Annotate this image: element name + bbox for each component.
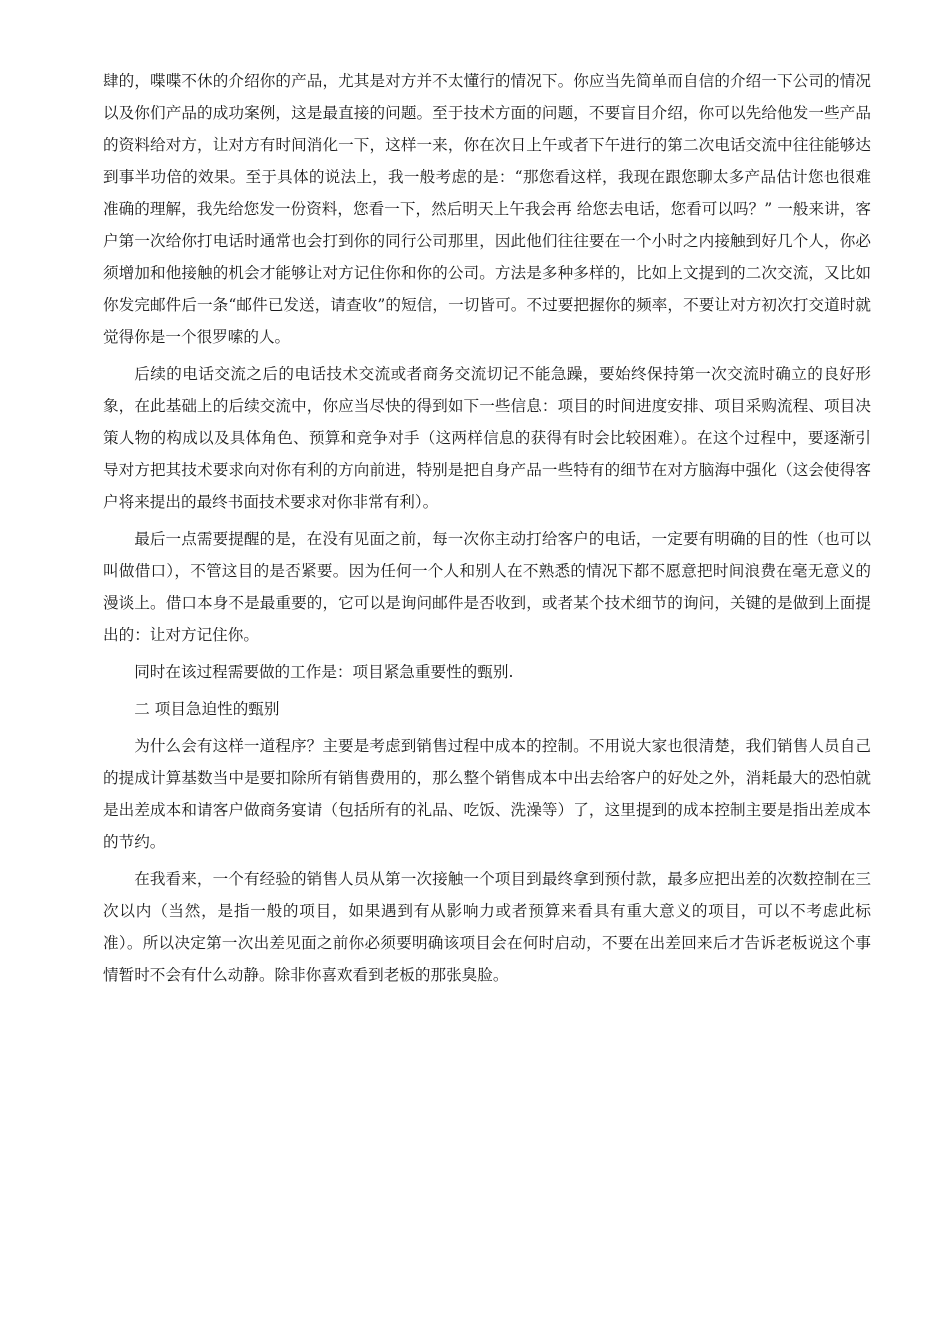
- document-page: [103, 65, 871, 996]
- paragraph-call-purpose: 最后一点需要提醒的是，在没有见面之前，每一次你主动打给客户的电话，一定要有明确的目的性（也可以叫做借口），不管这目的是否紧要。因为任何一个人和别人在不熟悉的情况下都不愿意把时间浪费在毫无意义的漫谈上。借口本身不是最重要的，它可以是询问邮件是否收到，或者某个技术细节的询问，关键的是做到上面提出的：让对方记住你。: [103, 530, 871, 644]
- paragraph-continued: 肆的，喋喋不休的介绍你的产品，尤其是对方并不太懂行的情况下。你应当先简单而自信的介绍一下公司的情况以及你们产品的成功案例，这是最直接的问题。至于技术方面的问题，不要盲目介绍，你可以先给他发一些产品的资料给对方，让对方有时间消化一下，这样一来，你在次日上午或者下午进行的第二次电话交流中往往能够达到事半功倍的效果。至于具体的说法上，我一般考虑的是：“那您看这样，我现在跟您聊太多产品估计您也很难准确的理解，我先给您发一份资料，您看一下，然后明天上午我会再 给您去电话，您看可以吗？” 一般来讲，客户第一次给你打电话时通常也会打到你的同行公司那里，因此他们往往要在一个小时之内接触到好几个人，你必须增加和他接触的机会才能够让对方记住你和你的公司。方法是多种多样的，比如上文提到的二次交流，又比如你发完邮件后一条“邮件已发送，请查收”的短信，一切皆可。不过要把握你的频率，不要让对方初次打交道时就觉得你是一个很罗嗦的人。: [103, 72, 871, 346]
- paragraph-process-work: 同时在该过程需要做的工作是：项目紧急重要性的甄别.: [134, 663, 514, 681]
- paragraph-cost-control: 为什么会有这样一道程序？主要是考虑到销售过程中成本的控制。不用说大家也很清楚，我们销售人员自己的提成计算基数当中是要扣除所有销售费用的，那么整个销售成本中出去给客户的好处之外，消耗最大的恐怕就是出差成本和请客户做商务宴请（包括所有的礼品、吃饭、洗澡等）了，这里提到的成本控制主要是指出差成本的节约。: [103, 737, 871, 851]
- section-heading: 二 项目急迫性的甄别: [134, 700, 280, 718]
- paragraph-follow-up-calls: 后续的电话交流之后的电话技术交流或者商务交流切记不能急躁，要始终保持第一次交流时确立的良好形象，在此基础上的后续交流中，你应当尽快的得到如下一些信息：项目的时间进度安排、项目采购流程、项目决策人物的构成以及具体角色、预算和竞争对手（这两样信息的获得有时会比较困难）。在这个过程中，要逐渐引导对方把其技术要求向对你有利的方向前进，特别是把自身产品一些特有的细节在对方脑海中强化（这会使得客户将来提出的最终书面技术要求对你非常有利）。: [103, 365, 871, 511]
- paragraph-travel-limit: 在我看来，一个有经验的销售人员从第一次接触一个项目到最终拿到预付款，最多应把出差的次数控制在三次以内（当然，是指一般的项目，如果遇到有从影响力或者预算来看具有重大意义的项目，可以不考虑此标准）。所以决定第一次出差见面之前你必须要明确该项目会在何时启动，不要在出差回来后才告诉老板说这个事情暂时不会有什么动静。除非你喜欢看到老板的那张臭脸。: [103, 870, 871, 984]
